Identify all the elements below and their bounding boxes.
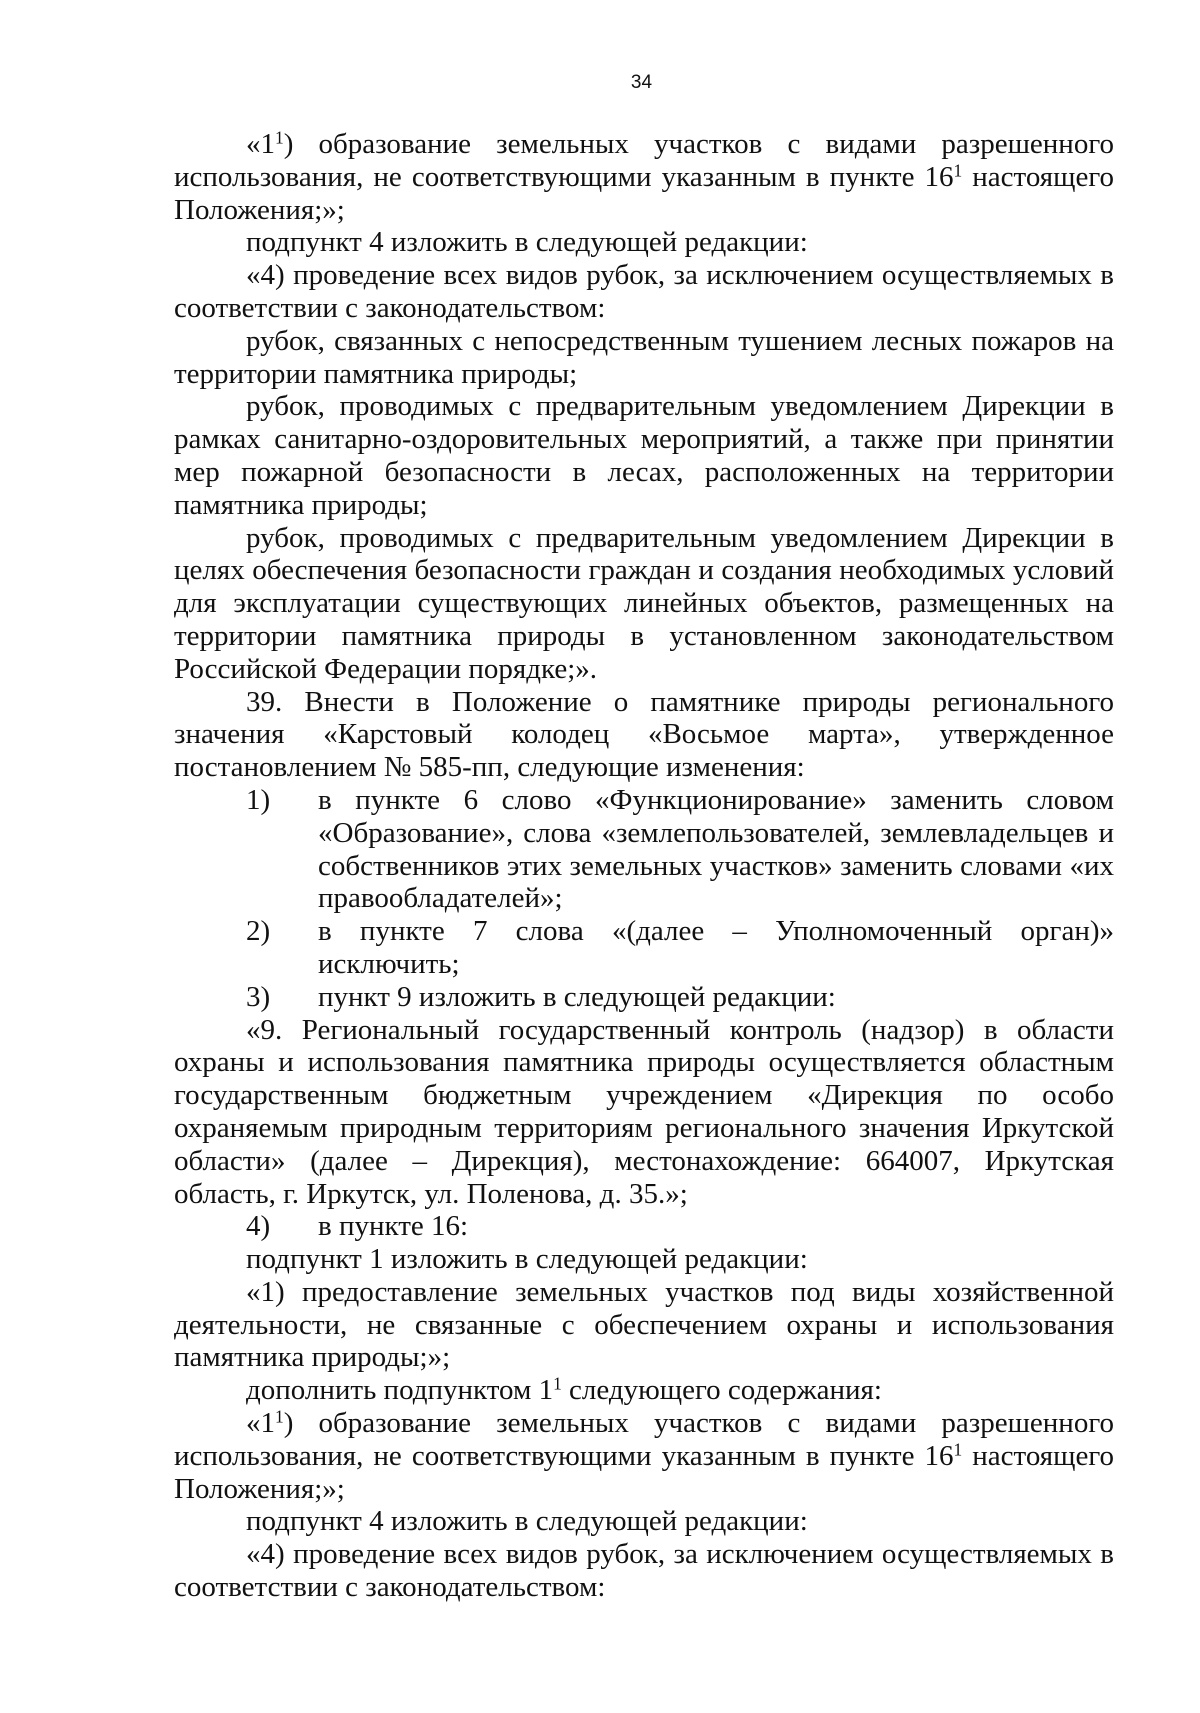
list-item-number: 2)	[246, 915, 271, 948]
list-item-text: в пункте 7 слова «(далее – Уполномоченный орган)» исключить;	[318, 915, 1114, 980]
page-number: 34	[630, 72, 653, 93]
paragraph-item-9-text: «9. Региональный государственный контроль (надзор) в области охраны и использования памятника природы осуществляется областным государственным бюджетным учреждением «Дирекция по особо охраняемым природным территориям регионального значения Иркутской области» (далее – Дирекция), местонахождение: 664007, Иркутская область, г. Иркутск, ул. Поленова, д. 35.»;	[174, 1013, 1114, 1210]
paragraph-subitem-1-1-repeat: «$1^1$) образование земельных участков с видами разрешенного использования, не соответствующими указанным в пункте $16^1$ настоящего Положения;»;	[174, 1406, 1114, 1505]
list-item-2	[174, 915, 1114, 981]
paragraph-subitem-4-text: «4) проведение всех видов рубок, за исключением осуществляемых в соответствии с законодательством:	[174, 259, 1114, 324]
list-item-1	[174, 784, 1114, 915]
list-item-number: 1)	[246, 783, 271, 816]
list-item-4	[174, 1210, 1114, 1243]
paragraph-add-subitem: дополнить подпунктом $1^1$ следующего содержания:	[246, 1373, 882, 1407]
list-item-text: в пункте 6 слово «Функционирование» заменить словом «Образование», слова «землепользователей, землевладельцев и собственников этих земельных участков» заменить словами «их правообладателей»;	[318, 783, 1114, 915]
document-body	[174, 128, 1114, 1604]
paragraph-subitem-1-intro: подпункт 1 изложить в следующей редакции:	[246, 1243, 808, 1276]
paragraph-subitem-1-1: «$1^1$) образование земельных участков с видами разрешенного использования, не соответствующими указанным в пункте $16^1$ настоящего Положения;»;	[174, 127, 1114, 226]
paragraph-subitem-1-text: «1) предоставление земельных участков под виды хозяйственной деятельности, не связанные с обеспечением охраны и использования памятника природы;»;	[174, 1275, 1114, 1374]
list-item-3	[174, 981, 1114, 1014]
paragraph-item-39: 39. Внести в Положение о памятнике природы регионального значения «Карстовый колодец «Восьмое марта», утвержденное постановлением № 585-пп, следующие изменения:	[174, 685, 1114, 784]
paragraph-safety-logging: рубок, проводимых с предварительным уведомлением Дирекции в целях обеспечения безопасности граждан и создания необходимых условий для эксплуатации существующих линейных объектов, размещенных на территории памятника природы в установленном законодательством Российской Федерации порядке;».	[174, 521, 1114, 685]
list-item-text: в пункте 16:	[318, 1210, 469, 1243]
paragraph-subitem-4-intro-repeat: подпункт 4 изложить в следующей редакции:	[246, 1505, 808, 1538]
paragraph-sanitary-logging: рубок, проводимых с предварительным уведомлением Дирекции в рамках санитарно-оздоровительных мероприятий, а также при принятии мер пожарной безопасности в лесах, расположенных на территории памятника природы;	[174, 390, 1114, 521]
paragraph-fire-logging: рубок, связанных с непосредственным тушением лесных пожаров на территории памятника природы;	[174, 324, 1114, 390]
list-item-number: 4)	[246, 1210, 271, 1243]
paragraph-subitem-4-intro: подпункт 4 изложить в следующей редакции:	[246, 226, 808, 259]
paragraph-subitem-4-text-repeat: «4) проведение всех видов рубок, за исключением осуществляемых в соответствии с законодательством:	[174, 1538, 1114, 1604]
list-item-text: пункт 9 изложить в следующей редакции:	[318, 980, 836, 1013]
list-item-number: 3)	[246, 980, 271, 1013]
